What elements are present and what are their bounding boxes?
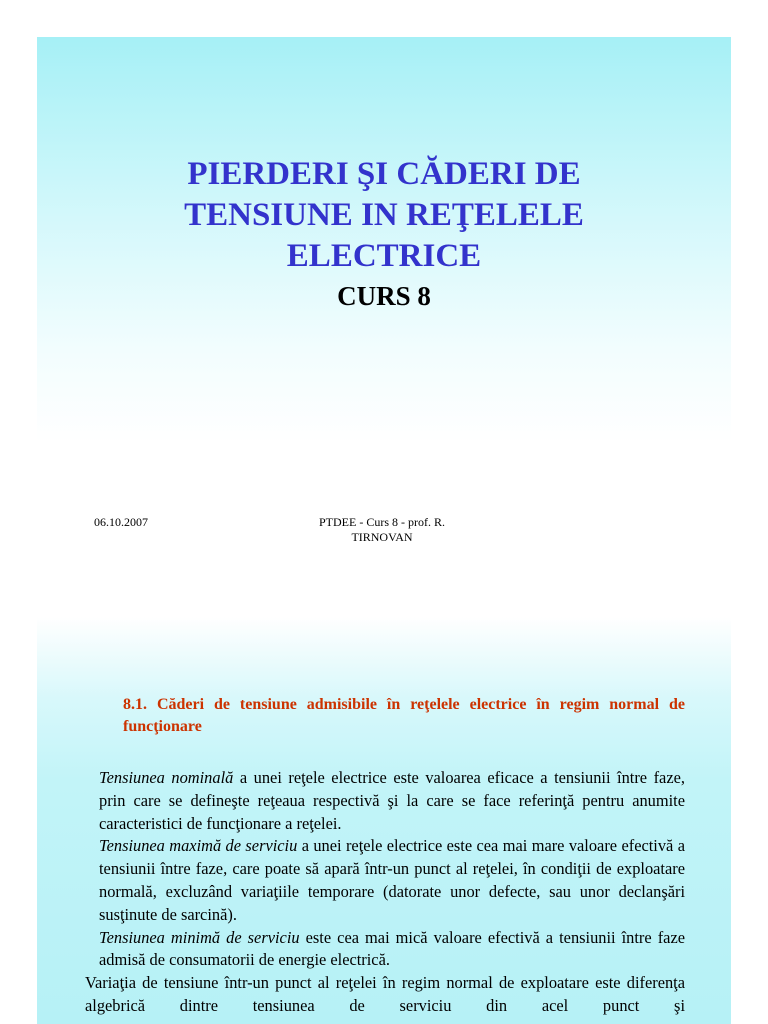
title-slide <box>37 37 731 557</box>
paragraph <box>85 835 685 926</box>
paragraph <box>85 972 685 1018</box>
slide-subtitle: CURS 8 <box>337 281 431 311</box>
body-text <box>85 767 685 1018</box>
title-line: ELECTRICE <box>286 238 482 274</box>
defined-term: Tensiunea maximă de serviciu <box>99 836 298 856</box>
footer-date: 06.10.2007 <box>94 515 148 529</box>
paragraph-text: Variaţia de tensiune într-un punct al reţelei în regim normal de exploatare este diferenţa algebrică dintre tensiunea de serviciu din acel punct şi <box>85 973 685 1015</box>
footer-author-line: PTDEE - Curs 8 - prof. R. <box>319 515 445 529</box>
paragraph <box>85 767 685 835</box>
paragraph-text: a unei reţele electrice este cea mai mare valoare efectivă a tensiunii între faze, care poate să apară într-un punct al reţelei, în condiţii de exploatare normală, excluzând variaţiile temporare (datorate unor defecte, sau unor declanşări susţinute de sarcină). <box>99 836 685 924</box>
defined-term: Tensiunea minimă de serviciu <box>99 927 300 947</box>
footer-author-line: TIRNOVAN <box>351 530 413 544</box>
slide-title <box>37 154 731 277</box>
title-line: TENSIUNE IN REŢELELE <box>184 197 584 233</box>
paragraph-text: este cea mai mică valoare efectivă a tensiunii între faze admisă de consumatorii de energie electrică. <box>99 927 685 970</box>
paragraph-text: a unei reţele electrice este valoarea eficace a tensiunii între faze, prin care se defineşte reţeaua respectivă şi la care se face referinţă pentru anumite caracteristici de funcţionare a reţelei. <box>99 768 685 833</box>
footer-author <box>287 515 477 545</box>
paragraph <box>85 927 685 973</box>
section-heading: 8.1. Căderi de tensiune admisibile în reţelele electrice în regim normal de funcţionare <box>123 696 685 735</box>
content-slide <box>37 617 731 1024</box>
title-line: PIERDERI ŞI CĂDERI DE <box>187 156 581 192</box>
defined-term: Tensiunea nominală <box>99 768 234 787</box>
